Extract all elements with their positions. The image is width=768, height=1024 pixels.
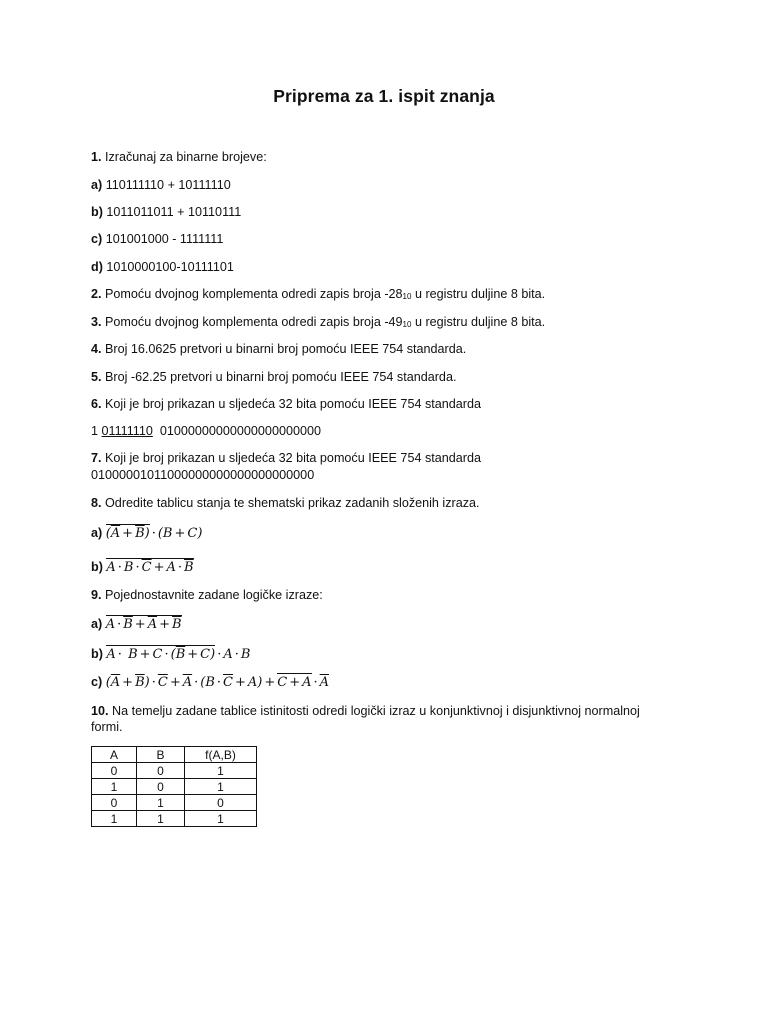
- table-row: [92, 811, 257, 827]
- item-label: a): [91, 617, 103, 631]
- item-text: 110111110 + 10111110: [105, 178, 231, 192]
- table-cell: 0: [92, 763, 137, 779]
- item-label: a): [91, 526, 103, 540]
- question-number: 2.: [91, 287, 102, 301]
- column-header: A: [92, 747, 137, 763]
- table-row: [92, 763, 257, 779]
- question-6-bits: [91, 423, 321, 439]
- table-cell: 0: [92, 795, 137, 811]
- base-subscript: 10: [402, 320, 412, 329]
- question-text: Koji je broj prikazan u sljedeća 32 bita pomoću IEEE 754 standarda: [105, 397, 481, 411]
- item-label: b): [91, 560, 103, 574]
- question-4: [91, 341, 466, 357]
- logic-expression: $A \cdot B + C \cdot (\overline{B} + C) \cdot A \cdot B$: [106, 647, 251, 662]
- question-10: [91, 703, 640, 719]
- question-8a: [91, 525, 202, 542]
- question-number: 7.: [91, 451, 102, 465]
- table-cell: 1: [137, 795, 185, 811]
- bit-string: 01000001011000000000000000000000: [91, 468, 315, 482]
- sign-bit: 1: [91, 424, 99, 438]
- logic-expression: $A \cdot B \cdot \overline{C} + A \cdot \overline{B}$: [106, 560, 194, 575]
- question-number: 10.: [91, 704, 109, 718]
- question-1: [91, 149, 267, 165]
- question-number: 5.: [91, 370, 102, 384]
- column-header: B: [137, 747, 185, 763]
- table-row: [92, 779, 257, 795]
- logic-expression: $A \cdot \overline{B} + \overline{A} + \overline{B}$: [105, 617, 182, 632]
- question-7: [91, 450, 481, 466]
- table-cell: 0: [137, 779, 185, 795]
- question-2: [91, 286, 545, 305]
- item-label: c): [91, 675, 103, 689]
- question-number: 9.: [91, 588, 102, 602]
- table-cell: 1: [185, 811, 257, 827]
- truth-table: [91, 746, 257, 827]
- question-text: Koji je broj prikazan u sljedeća 32 bita pomoću IEEE 754 standarda: [105, 451, 481, 465]
- question-text-end: u registru duljine 8 bita.: [411, 287, 546, 301]
- question-text: Pojednostavnite zadane logičke izraze:: [105, 588, 323, 602]
- item-label: c): [91, 232, 103, 246]
- question-8: [91, 495, 480, 511]
- question-1b: [91, 204, 241, 220]
- mantissa-bits: 01000000000000000000000: [159, 424, 321, 438]
- question-number: 6.: [91, 397, 102, 411]
- table-cell: 1: [92, 779, 137, 795]
- question-8b: [91, 559, 194, 576]
- question-text: Odredite tablicu stanja te shematski prikaz zadanih složenih izraza.: [105, 496, 480, 510]
- question-text: Broj 16.0625 pretvori u binarni broj pomoću IEEE 754 standarda.: [105, 342, 467, 356]
- question-number: 3.: [91, 315, 102, 329]
- question-3: [91, 314, 545, 333]
- question-9a: [91, 616, 182, 633]
- question-1c: [91, 231, 223, 247]
- table-cell: 1: [185, 779, 257, 795]
- question-9: [91, 587, 323, 603]
- question-number: 8.: [91, 496, 102, 510]
- item-label: a): [91, 178, 103, 192]
- table-cell: 1: [137, 811, 185, 827]
- question-number: 1.: [91, 150, 102, 164]
- question-5: [91, 369, 456, 385]
- page-title: Priprema za 1. ispit znanja: [273, 86, 495, 106]
- question-1a: [91, 177, 231, 193]
- question-9c: [91, 674, 329, 691]
- column-header: f(A,B): [185, 747, 257, 763]
- table-cell: 0: [185, 795, 257, 811]
- item-text: 1010000100-10111101: [106, 260, 234, 274]
- item-text: 101001000 - 1111111: [105, 232, 224, 246]
- item-text: 1011011011 + 10110111: [106, 205, 242, 219]
- item-label: b): [91, 647, 103, 661]
- question-text-continued: formi.: [91, 720, 123, 734]
- question-number: 4.: [91, 342, 102, 356]
- question-text: Izračunaj za binarne brojeve:: [105, 150, 267, 164]
- question-7-bits: [91, 467, 314, 483]
- table-header-row: [92, 747, 257, 763]
- table-cell: 1: [92, 811, 137, 827]
- exponent-bits: 01111110: [101, 424, 153, 438]
- question-text: Na temelju zadane tablice istinitosti odredi logički izraz u konjunktivnoj i disjunktivnoj normalnoj: [112, 704, 640, 718]
- question-9b: [91, 646, 250, 663]
- question-text: Pomoću dvojnog komplementa odredi zapis broja -28: [105, 287, 403, 301]
- table-cell: 1: [185, 763, 257, 779]
- question-text-end: u registru duljine 8 bita.: [411, 315, 546, 329]
- logic-expression: $(\overline{A} + \overline{B}) \cdot (B + C)$: [105, 526, 203, 541]
- item-label: b): [91, 205, 103, 219]
- question-10-cont: [91, 719, 122, 735]
- table-row: [92, 795, 257, 811]
- question-text: Pomoću dvojnog komplementa odredi zapis broja -49: [105, 315, 403, 329]
- question-1d: [91, 259, 234, 275]
- base-subscript: 10: [402, 292, 412, 301]
- item-label: d): [91, 260, 103, 274]
- question-6: [91, 396, 481, 412]
- logic-expression: $(\overline{A} + \overline{B}) \cdot \overline{C} + \overline{A} \cdot (B \cdot \overline{C} + A) + C + A \cdot \overline{A}$: [105, 675, 330, 690]
- question-text: Broj -62.25 pretvori u binarni broj pomoću IEEE 754 standarda.: [105, 370, 457, 384]
- table-cell: 0: [137, 763, 185, 779]
